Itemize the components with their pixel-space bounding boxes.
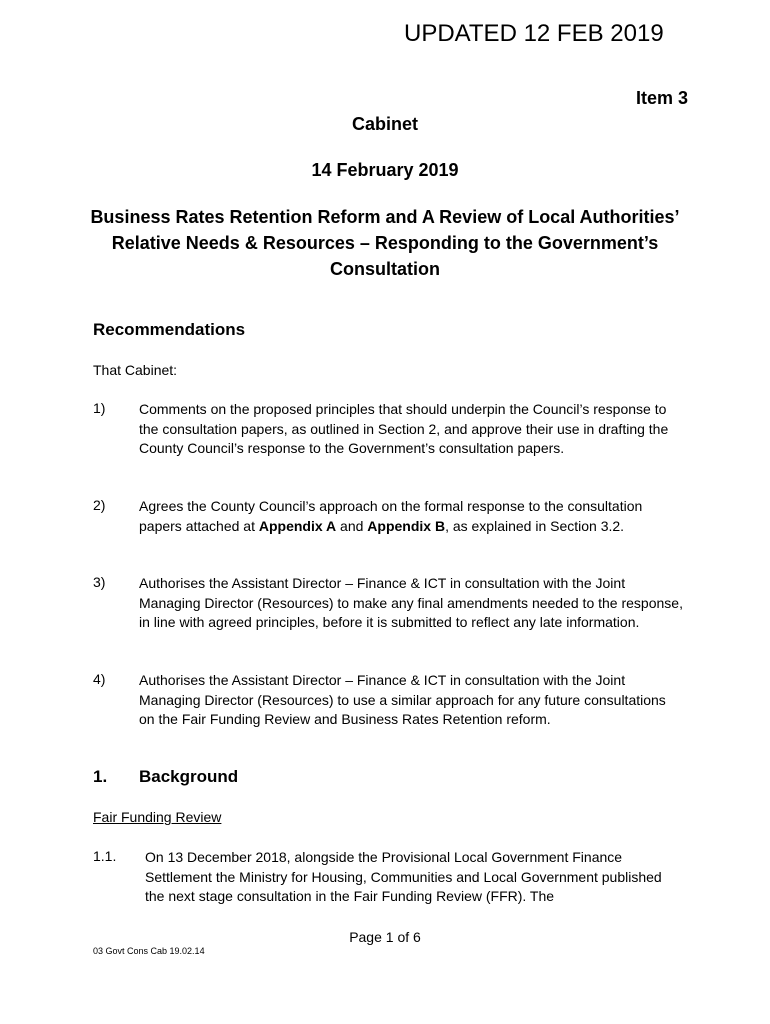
background-number: 1. bbox=[93, 767, 108, 786]
document-reference: 03 Govt Cons Cab 19.02.14 bbox=[93, 946, 205, 956]
updated-stamp: UPDATED 12 FEB 2019 bbox=[404, 20, 664, 47]
page-number: Page 1 of 6 bbox=[349, 929, 421, 945]
recommendations-intro: That Cabinet: bbox=[93, 362, 178, 378]
fair-funding-subheading: Fair Funding Review bbox=[93, 809, 222, 825]
para-1-1-text: On 13 December 2018, alongside the Provisional Local Government Finance Settlement the Ministry for Housing, Communities and Local Government published the next stage consultation in the Fair Funding Review (FFR). The bbox=[145, 849, 662, 904]
rec-2-text: Agrees the County Council’s approach on the formal response to the consultation papers attached at Appendix A and Appendix B, as explained in Section 3.2. bbox=[139, 498, 643, 534]
rec-1-text: Comments on the proposed principles that should underpin the Council’s response to the consultation papers, as outlined in Section 2, and approve their use in drafting the County Council’s response to the Government’s consultation papers. bbox=[139, 401, 669, 456]
background-heading: Background bbox=[139, 767, 239, 786]
item-number: Item 3 bbox=[635, 88, 688, 108]
report-title: Business Rates Retention Reform and A Review of Local Authorities’ Relative Needs & Resources – Responding to the Government’s Consultation bbox=[90, 207, 680, 279]
meeting-body: Cabinet bbox=[351, 114, 418, 134]
rec-3-number: 3) bbox=[93, 574, 106, 590]
recommendations-heading: Recommendations bbox=[93, 320, 246, 339]
appendix-a-ref: Appendix A bbox=[258, 517, 337, 534]
rec-1-number: 1) bbox=[93, 400, 106, 416]
meeting-date: 14 February 2019 bbox=[311, 160, 459, 180]
rec-2-number: 2) bbox=[93, 497, 106, 513]
rec-4-text: Authorises the Assistant Director – Finance & ICT in consultation with the Joint Managing Director (Resources) to use a similar approach for any future consultations on the Fair Funding Review and Business Rates Retention reform. bbox=[139, 672, 666, 727]
rec-3-text: Authorises the Assistant Director – Finance & ICT in consultation with the Joint Managing Director (Resources) to make any final amendments needed to the response, in line with agreed principles, before it is submitted to reflect any late information. bbox=[139, 575, 683, 630]
appendix-b-ref: Appendix B bbox=[367, 517, 446, 534]
para-1-1-number: 1.1. bbox=[93, 848, 117, 864]
rec-4-number: 4) bbox=[93, 671, 106, 687]
